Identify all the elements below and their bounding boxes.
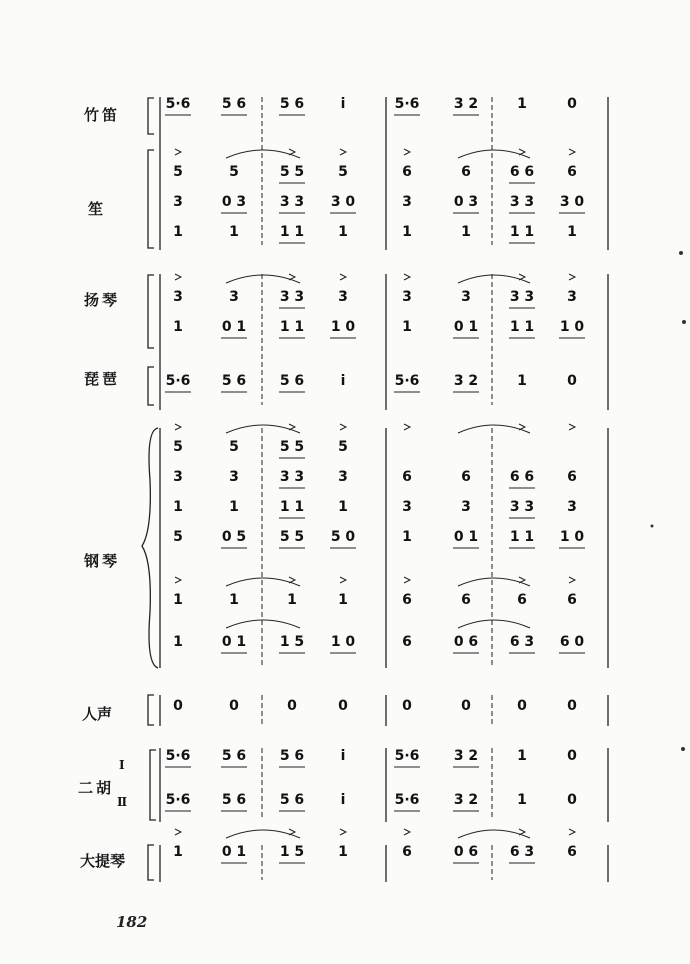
note-voice-1-m2-3: 0 — [517, 698, 527, 714]
brace-piano — [142, 428, 158, 668]
note-piano-3-m1-1: 1 — [173, 499, 183, 515]
note-sheng-3-m2-1: 1 — [402, 224, 412, 240]
note-piano-4-m2-3: 1 1 — [509, 529, 535, 545]
accent-mark — [340, 424, 346, 430]
note-erhu-1-m2-2: 3 2 — [453, 748, 479, 764]
accent-mark — [404, 274, 410, 280]
tie-arc — [226, 578, 300, 586]
accent-mark — [289, 274, 295, 280]
note-cello-1-m1-2: 0 1 — [221, 844, 247, 860]
accent-mark — [340, 577, 346, 583]
note-yangqin-2-m2-1: 1 — [402, 319, 412, 335]
tie-arc — [458, 620, 530, 628]
label-piano: 钢琴 — [84, 552, 121, 570]
note-piano-2-m1-2: 3 — [229, 469, 239, 485]
bracket-cello — [148, 845, 154, 880]
note-sheng-3-m1-2: 1 — [229, 224, 239, 240]
note-sheng-2-m1-3: 3 3 — [279, 194, 305, 210]
accent-mark — [569, 149, 575, 155]
note-sheng-3-m2-4: 1 — [567, 224, 577, 240]
note-cello-1-m2-1: 6 — [402, 844, 412, 860]
note-piano-6-m2-1: 6 — [402, 634, 412, 650]
note-yangqin-1-m2-1: 3 — [402, 289, 412, 305]
note-yangqin-2-m1-3: 1 1 — [279, 319, 305, 335]
note-piano-2-m1-1: 3 — [173, 469, 183, 485]
note-yangqin-1-m2-4: 3 — [567, 289, 577, 305]
note-dizi-1-m2-3: 1 — [517, 96, 527, 112]
note-sheng-2-m2-1: 3 — [402, 194, 412, 210]
note-sheng-2-m1-4: 3 0 — [330, 194, 356, 210]
tie-arc — [226, 620, 300, 628]
label-erhu-part-2: Ⅱ — [117, 795, 128, 809]
note-sheng-2-m1-2: 0 3 — [221, 194, 247, 210]
label-dizi: 竹笛 — [84, 106, 121, 124]
accent-mark — [340, 149, 346, 155]
accent-mark — [519, 274, 525, 280]
label-cello: 大提琴 — [80, 852, 126, 870]
accent-mark — [569, 829, 575, 835]
accent-mark — [289, 149, 295, 155]
note-piano-1-m1-3: 5 5 — [279, 439, 305, 455]
note-pipa-1-m2-4: 0 — [567, 373, 577, 389]
accent-mark — [404, 577, 410, 583]
accent-mark — [175, 424, 181, 430]
accent-mark — [340, 274, 346, 280]
note-dizi-1-m2-4: 0 — [567, 96, 577, 112]
note-sheng-2-m2-2: 0 3 — [453, 194, 479, 210]
note-sheng-1-m2-1: 6 — [402, 164, 412, 180]
note-erhu-2-m1-2: 5 6 — [221, 792, 247, 808]
note-piano-2-m1-3: 3 3 — [279, 469, 305, 485]
bracket-voice — [148, 695, 154, 725]
accent-mark — [569, 577, 575, 583]
note-yangqin-1-m2-3: 3 3 — [509, 289, 535, 305]
note-voice-1-m2-2: 0 — [461, 698, 471, 714]
tie-arc — [458, 830, 530, 838]
accent-mark — [175, 149, 181, 155]
note-sheng-1-m1-1: 5 — [173, 164, 183, 180]
note-yangqin-1-m1-1: 3 — [173, 289, 183, 305]
note-voice-1-m2-4: 0 — [567, 698, 577, 714]
note-cello-1-m1-3: 1 5 — [279, 844, 305, 860]
note-sheng-1-m1-2: 5 — [229, 164, 239, 180]
note-voice-1-m2-1: 0 — [402, 698, 412, 714]
note-erhu-2-m1-4: i — [340, 792, 346, 808]
note-erhu-2-m1-1: 5·6 — [165, 792, 191, 808]
accent-mark — [519, 829, 525, 835]
accent-mark — [519, 577, 525, 583]
note-sheng-3-m1-3: 1 1 — [279, 224, 305, 240]
note-dizi-1-m2-1: 5·6 — [394, 96, 420, 112]
note-piano-4-m1-4: 5 0 — [330, 529, 356, 545]
accent-mark — [404, 829, 410, 835]
tie-arc — [458, 275, 530, 283]
note-dizi-1-m2-2: 3 2 — [453, 96, 479, 112]
accent-mark — [175, 274, 181, 280]
page-number: 182 — [116, 913, 148, 931]
note-piano-6-m1-3: 1 5 — [279, 634, 305, 650]
note-pipa-1-m1-3: 5 6 — [279, 373, 305, 389]
note-piano-1-m1-1: 5 — [173, 439, 183, 455]
note-yangqin-1-m1-3: 3 3 — [279, 289, 305, 305]
note-piano-6-m1-2: 0 1 — [221, 634, 247, 650]
accent-mark — [519, 424, 525, 430]
note-erhu-1-m1-4: i — [340, 748, 346, 764]
note-sheng-1-m1-3: 5 5 — [279, 164, 305, 180]
note-sheng-1-m2-2: 6 — [461, 164, 471, 180]
note-piano-6-m2-2: 0 6 — [453, 634, 479, 650]
note-piano-3-m1-2: 1 — [229, 499, 239, 515]
note-pipa-1-m2-1: 5·6 — [394, 373, 420, 389]
note-piano-2-m1-4: 3 — [338, 469, 348, 485]
note-piano-2-m2-1: 6 — [402, 469, 412, 485]
accent-mark — [519, 149, 525, 155]
accent-mark — [569, 274, 575, 280]
accent-mark — [340, 829, 346, 835]
note-piano-2-m2-3: 6 6 — [509, 469, 535, 485]
note-piano-3-m2-4: 3 — [567, 499, 577, 515]
note-erhu-2-m2-1: 5·6 — [394, 792, 420, 808]
label-sheng: 笙 — [88, 200, 104, 218]
note-piano-4-m2-1: 1 — [402, 529, 412, 545]
note-piano-6-m1-1: 1 — [173, 634, 183, 650]
note-yangqin-1-m1-2: 3 — [229, 289, 239, 305]
note-piano-4-m2-2: 0 1 — [453, 529, 479, 545]
note-erhu-2-m2-3: 1 — [517, 792, 527, 808]
note-cello-1-m2-3: 6 3 — [509, 844, 535, 860]
tie-arc — [458, 150, 530, 158]
note-cello-1-m1-4: 1 — [338, 844, 348, 860]
note-yangqin-2-m1-4: 1 0 — [330, 319, 356, 335]
note-piano-1-m1-4: 5 — [338, 439, 348, 455]
note-erhu-1-m1-3: 5 6 — [279, 748, 305, 764]
note-erhu-2-m1-3: 5 6 — [279, 792, 305, 808]
note-pipa-1-m2-3: 1 — [517, 373, 527, 389]
note-pipa-1-m1-4: i — [340, 373, 346, 389]
note-erhu-2-m2-4: 0 — [567, 792, 577, 808]
note-yangqin-2-m2-2: 0 1 — [453, 319, 479, 335]
note-yangqin-1-m2-2: 3 — [461, 289, 471, 305]
note-sheng-3-m1-1: 1 — [173, 224, 183, 240]
tie-arc — [226, 150, 300, 158]
note-piano-3-m1-4: 1 — [338, 499, 348, 515]
note-dizi-1-m1-1: 5·6 — [165, 96, 191, 112]
bracket-pipa — [148, 367, 154, 405]
note-erhu-2-m2-2: 3 2 — [453, 792, 479, 808]
tie-arc — [458, 425, 530, 433]
note-piano-2-m2-2: 6 — [461, 469, 471, 485]
note-piano-4-m2-4: 1 0 — [559, 529, 585, 545]
note-erhu-1-m2-3: 1 — [517, 748, 527, 764]
note-sheng-1-m2-4: 6 — [567, 164, 577, 180]
accent-mark — [175, 577, 181, 583]
note-voice-1-m1-3: 0 — [287, 698, 297, 714]
note-piano-3-m2-2: 3 — [461, 499, 471, 515]
note-sheng-3-m1-4: 1 — [338, 224, 348, 240]
note-piano-4-m1-2: 0 5 — [221, 529, 247, 545]
note-pipa-1-m2-2: 3 2 — [453, 373, 479, 389]
note-piano-6-m1-4: 1 0 — [330, 634, 356, 650]
note-yangqin-2-m1-2: 0 1 — [221, 319, 247, 335]
note-cello-1-m2-4: 6 — [567, 844, 577, 860]
note-erhu-1-m1-2: 5 6 — [221, 748, 247, 764]
note-voice-1-m1-2: 0 — [229, 698, 239, 714]
note-yangqin-1-m1-4: 3 — [338, 289, 348, 305]
note-sheng-1-m2-3: 6 6 — [509, 164, 535, 180]
note-dizi-1-m1-2: 5 6 — [221, 96, 247, 112]
note-piano-1-m1-2: 5 — [229, 439, 239, 455]
bracket-yangqin — [148, 275, 154, 348]
accent-mark — [569, 424, 575, 430]
note-pipa-1-m1-1: 5·6 — [165, 373, 191, 389]
accent-mark — [404, 149, 410, 155]
label-voice: 人声 — [82, 705, 113, 723]
bracket-erhu — [150, 750, 156, 820]
note-erhu-1-m2-1: 5·6 — [394, 748, 420, 764]
label-pipa: 琵琶 — [84, 370, 121, 388]
tie-arc — [226, 425, 300, 433]
note-piano-5-m1-1: 1 — [173, 592, 183, 608]
note-sheng-1-m1-4: 5 — [338, 164, 348, 180]
note-piano-5-m1-4: 1 — [338, 592, 348, 608]
note-piano-5-m2-4: 6 — [567, 592, 577, 608]
tie-arc — [226, 275, 300, 283]
note-erhu-1-m2-4: 0 — [567, 748, 577, 764]
note-sheng-2-m2-4: 3 0 — [559, 194, 585, 210]
accent-mark — [175, 829, 181, 835]
accent-mark — [289, 577, 295, 583]
note-dizi-1-m1-3: 5 6 — [279, 96, 305, 112]
note-dizi-1-m1-4: i — [340, 96, 346, 112]
note-piano-3-m2-3: 3 3 — [509, 499, 535, 515]
note-sheng-3-m2-3: 1 1 — [509, 224, 535, 240]
note-yangqin-2-m2-4: 1 0 — [559, 319, 585, 335]
note-cello-1-m2-2: 0 6 — [453, 844, 479, 860]
note-sheng-3-m2-2: 1 — [461, 224, 471, 240]
note-piano-4-m1-3: 5 5 — [279, 529, 305, 545]
note-piano-5-m1-3: 1 — [287, 592, 297, 608]
note-piano-5-m2-2: 6 — [461, 592, 471, 608]
note-piano-6-m2-3: 6 3 — [509, 634, 535, 650]
note-piano-3-m2-1: 3 — [402, 499, 412, 515]
note-yangqin-2-m2-3: 1 1 — [509, 319, 535, 335]
note-piano-6-m2-4: 6 0 — [559, 634, 585, 650]
label-erhu-part-1: I — [119, 758, 125, 772]
note-piano-2-m2-4: 6 — [567, 469, 577, 485]
label-yangqin: 扬琴 — [84, 291, 121, 309]
note-sheng-2-m2-3: 3 3 — [509, 194, 535, 210]
bracket-dizi — [148, 98, 154, 134]
note-piano-3-m1-3: 1 1 — [279, 499, 305, 515]
note-pipa-1-m1-2: 5 6 — [221, 373, 247, 389]
bracket-sheng — [148, 150, 154, 248]
accent-mark — [404, 424, 410, 430]
note-yangqin-2-m1-1: 1 — [173, 319, 183, 335]
note-erhu-1-m1-1: 5·6 — [165, 748, 191, 764]
accent-mark — [289, 829, 295, 835]
note-voice-1-m1-4: 0 — [338, 698, 348, 714]
note-sheng-2-m1-1: 3 — [173, 194, 183, 210]
note-piano-5-m2-3: 6 — [517, 592, 527, 608]
note-cello-1-m1-1: 1 — [173, 844, 183, 860]
note-piano-4-m1-1: 5 — [173, 529, 183, 545]
label-erhu: 二胡 — [78, 779, 115, 797]
note-voice-1-m1-1: 0 — [173, 698, 183, 714]
tie-arc — [226, 830, 300, 838]
tie-arc — [458, 578, 530, 586]
note-piano-5-m1-2: 1 — [229, 592, 239, 608]
note-piano-5-m2-1: 6 — [402, 592, 412, 608]
accent-mark — [289, 424, 295, 430]
